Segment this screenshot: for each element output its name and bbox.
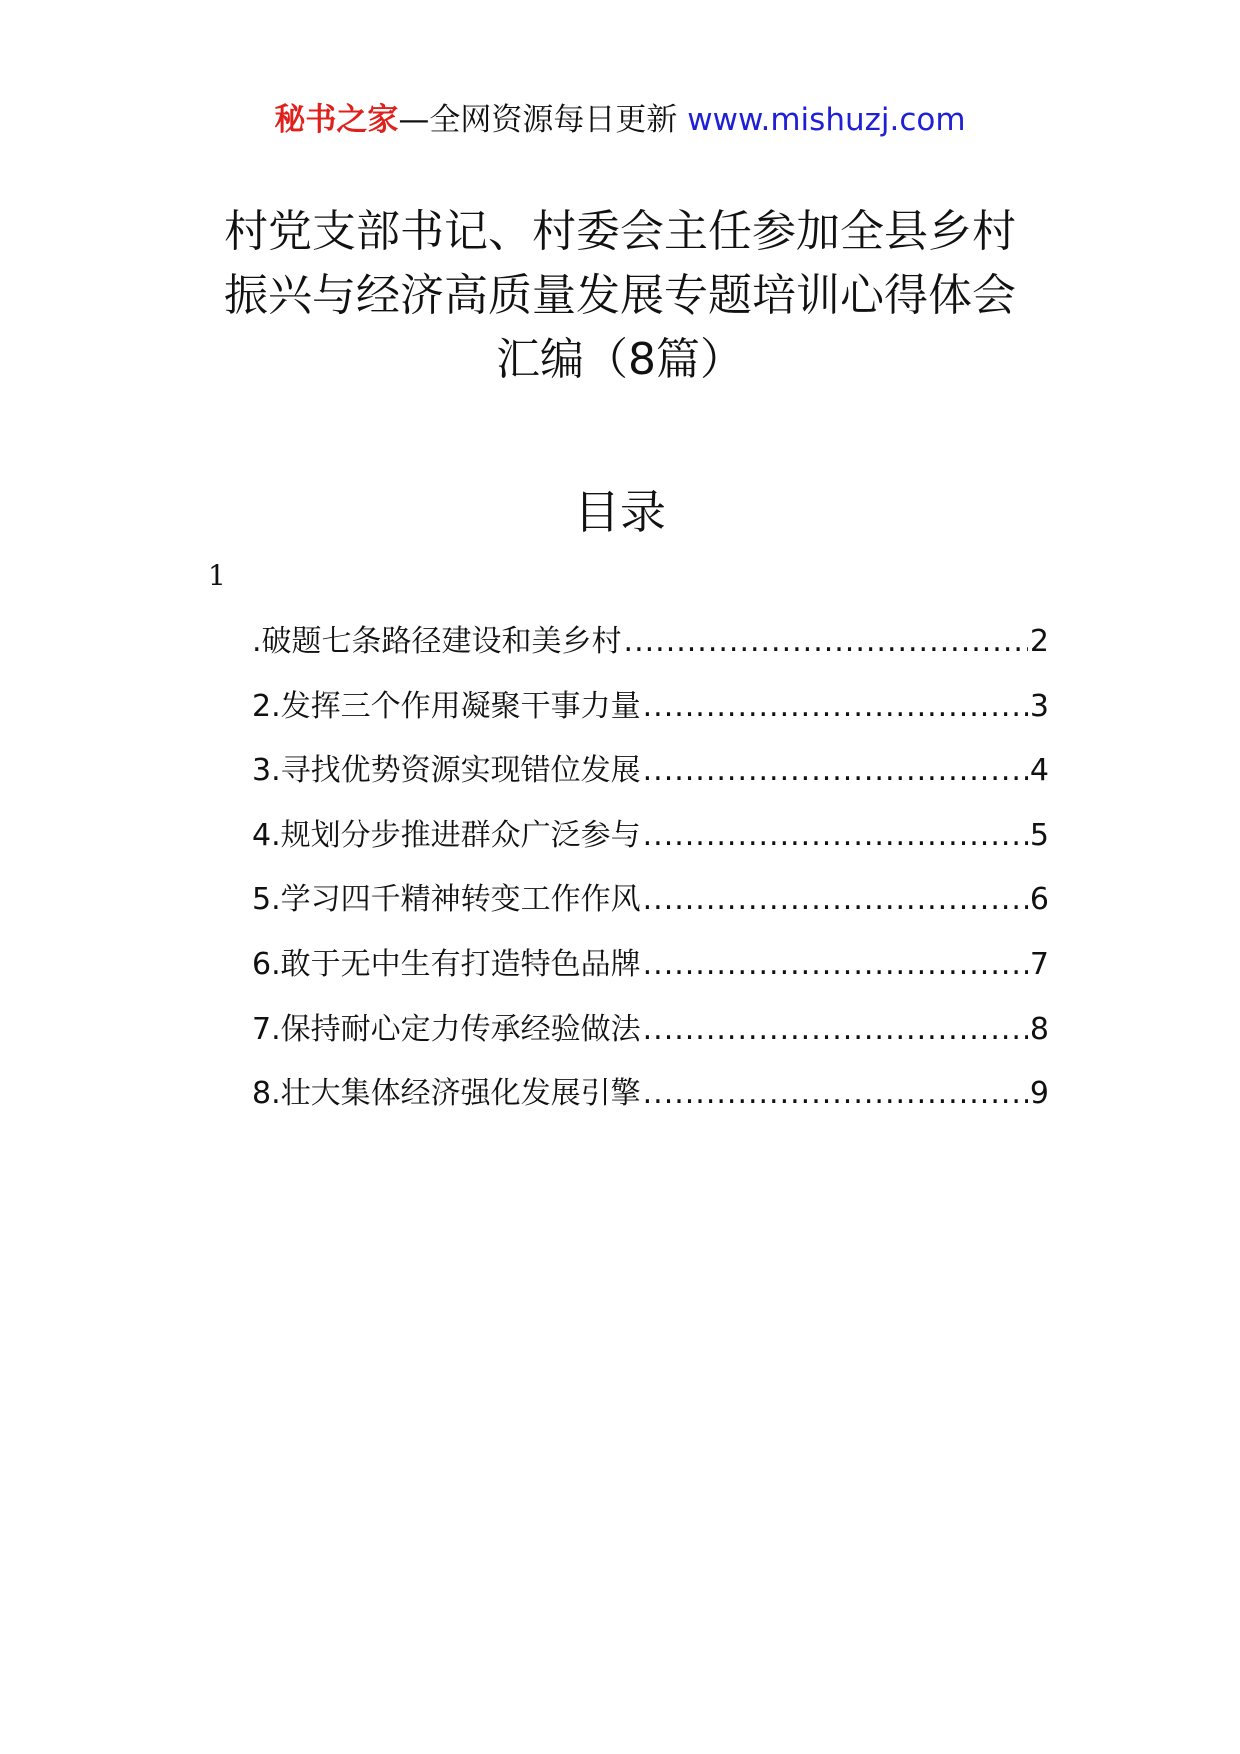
toc-entry-label: 8.壮大集体经济强化发展引擎 <box>252 1076 641 1112</box>
toc-entry-label: 2.发挥三个作用凝聚干事力量 <box>252 688 641 724</box>
table-of-contents <box>252 620 1049 1137</box>
toc-dot-leader <box>643 878 1028 922</box>
toc-page-number: 3 <box>1029 688 1049 724</box>
toc-dot-leader <box>624 620 1028 664</box>
toc-dot-leader <box>643 1008 1028 1052</box>
toc-entry[interactable] <box>252 685 1049 750</box>
toc-page-number: 6 <box>1029 882 1049 918</box>
toc-entry[interactable] <box>252 814 1049 879</box>
site-url-link[interactable]: www.mishuzj.com <box>687 102 966 138</box>
site-header <box>0 100 1240 140</box>
document-title <box>170 200 1070 392</box>
toc-entry[interactable] <box>252 1008 1049 1073</box>
title-line: 村党支部书记、村委会主任参加全县乡村 <box>224 206 1016 257</box>
toc-entry-label: 7.保持耐心定力传承经验做法 <box>252 1011 641 1047</box>
title-line: 振兴与经济高质量发展专题培训心得体会 <box>224 270 1016 321</box>
toc-page-number: 2 <box>1029 624 1049 659</box>
brand-name: 秘书之家 <box>274 102 399 138</box>
toc-dot-leader <box>643 1072 1028 1116</box>
toc-dot-leader <box>643 749 1028 793</box>
toc-page-number: 4 <box>1029 753 1049 789</box>
toc-entry-label: 6.敢于无中生有打造特色品牌 <box>252 946 641 982</box>
toc-entry[interactable] <box>252 1072 1049 1137</box>
toc-entry[interactable] <box>252 878 1049 943</box>
toc-entry-label: 3.寻找优势资源实现错位发展 <box>252 753 641 789</box>
header-tagline: —全网资源每日更新 <box>398 102 688 138</box>
toc-page-number: 7 <box>1029 946 1049 982</box>
toc-dot-leader <box>643 814 1028 858</box>
toc-entry[interactable] <box>252 620 1049 685</box>
toc-entry[interactable] <box>252 749 1049 814</box>
stray-number: 1 <box>208 559 226 592</box>
toc-page-number: 8 <box>1029 1011 1049 1047</box>
toc-page-number: 5 <box>1029 817 1049 853</box>
toc-dot-leader <box>643 685 1028 729</box>
toc-entry[interactable] <box>252 943 1049 1008</box>
toc-entry-label: 5.学习四千精神转变工作作风 <box>252 882 641 918</box>
toc-heading: 目录 <box>574 485 666 539</box>
title-line: 汇编（8篇） <box>496 334 744 385</box>
toc-dot-leader <box>643 943 1028 987</box>
toc-page-number: 9 <box>1029 1076 1049 1112</box>
toc-entry-label: .破题七条路径建设和美乡村 <box>252 624 622 659</box>
toc-entry-label: 4.规划分步推进群众广泛参与 <box>252 817 641 853</box>
